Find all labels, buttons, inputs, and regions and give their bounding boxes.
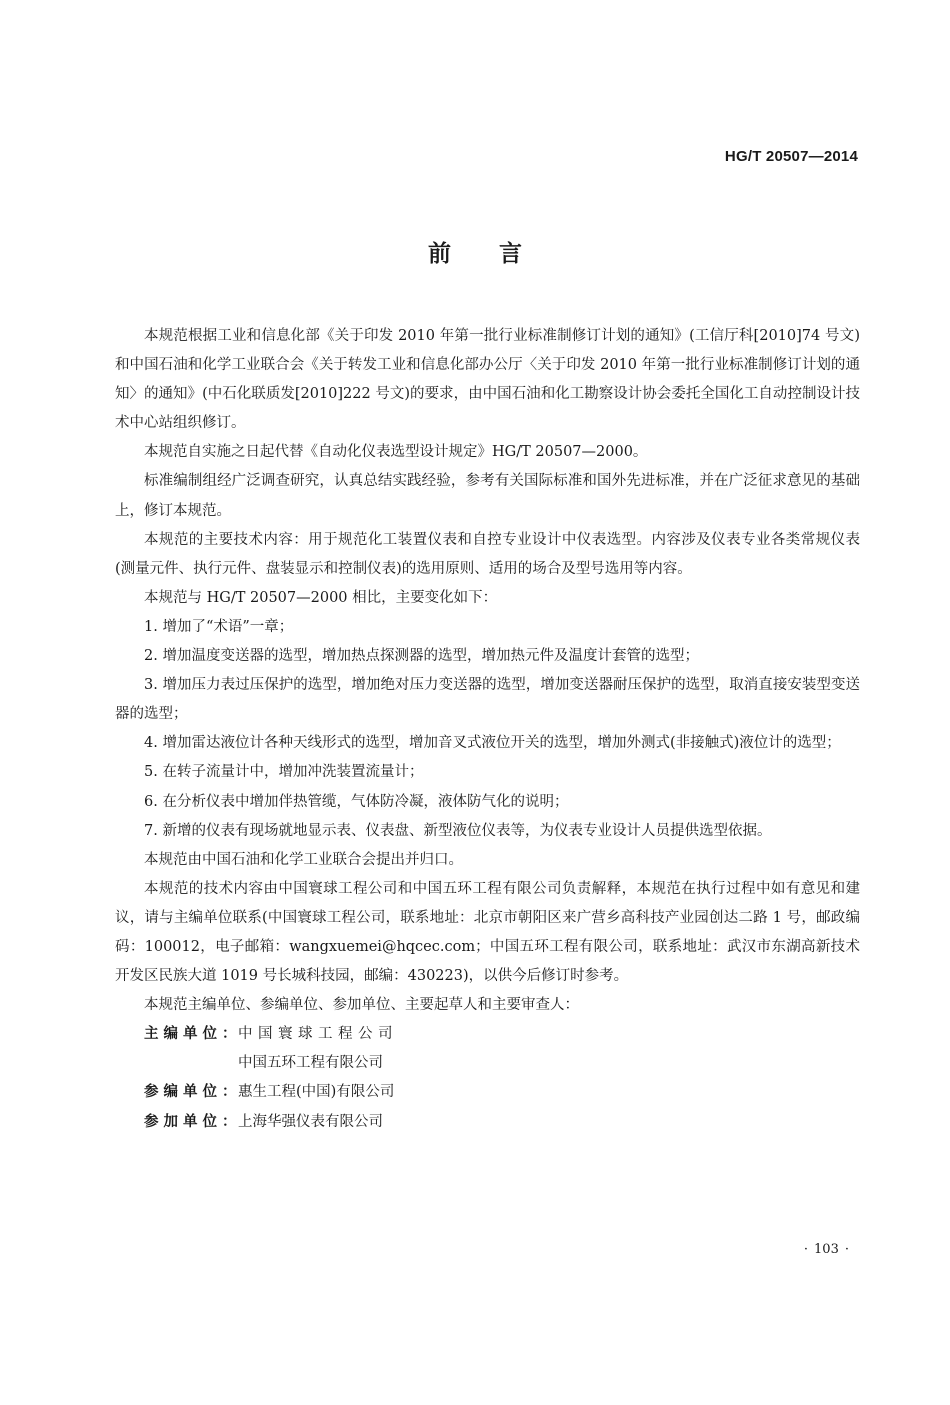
change-item: 7. 新增的仪表有现场就地显示表、仪表盘、新型液位仪表等，为仪表专业设计人员提供选型依据。 — [144, 822, 772, 839]
joining-unit-row — [115, 1108, 860, 1137]
joining-unit: 上海华强仪表有限公司 — [238, 1113, 383, 1130]
chief-editor-row — [115, 1020, 860, 1049]
paragraph: 本规范由中国石油和化学工业联合会提出并归口。 — [144, 851, 463, 868]
page-number-value: 103 — [814, 1242, 839, 1257]
paragraph: 本规范与 HG/T 20507—2000 相比，主要变化如下： — [144, 589, 498, 606]
chief-editor-unit: 中国寰球工程公司 — [238, 1026, 398, 1043]
change-item: 1. 增加了“术语”一章； — [144, 618, 294, 635]
foreword-body — [115, 322, 860, 1137]
participating-editor-label: 参编单位： — [144, 1084, 242, 1101]
standard-code: HG/T 20507—2014 — [724, 148, 858, 165]
participating-editor-unit: 惠生工程(中国)有限公司 — [238, 1084, 395, 1101]
change-item: 4. 增加雷达液位计各种天线形式的选型，增加音叉式液位开关的选型，增加外测式(非接触式)液位计的选型； — [144, 735, 841, 752]
paragraph: 本规范自实施之日起代替《自动化仪表选型设计规定》HG/T 20507—2000。 — [144, 444, 648, 461]
paragraph: 本规范根据工业和信息化部《关于印发 2010 年第一批行业标准制修订计划的通知》(工信厅科[2010]74 号文)和中国石油和化学工业联合会《关于转发工业和信息化部办公厅〈关于印发 2010 年第一批行业标准制修订计划的通知〉的通知》(中石化联质发[2010]222 号文)的要求，由中国石油和化工勘察设计协会委托全国化工自动控制设计技术中心站组织修订。 — [115, 328, 860, 432]
bullet-dot: · — [803, 1242, 809, 1257]
page-number — [798, 1242, 855, 1257]
change-item: 3. 增加压力表过压保护的选型，增加绝对压力变送器的选型，增加变送器耐压保护的选型，取消直接安装型变送器的选型； — [115, 677, 860, 723]
change-item: 6. 在分析仪表中增加伴热管缆，气体防冷凝，液体防气化的说明； — [144, 793, 569, 810]
joining-unit-label: 参加单位： — [144, 1113, 242, 1130]
change-item: 2. 增加温度变送器的选型，增加热点探测器的选型，增加热元件及温度计套管的选型； — [144, 648, 699, 665]
bullet-dot: · — [844, 1242, 849, 1257]
page-title: 前言 — [428, 241, 570, 267]
role-label-spacer — [144, 1049, 238, 1078]
paragraph: 本规范的主要技术内容：用于规范化工装置仪表和自控专业设计中仪表选型。内容涉及仪表专业各类常规仪表(测量元件、执行元件、盘装显示和控制仪表)的选用原则、适用的场合及型号选用等内容。 — [115, 531, 860, 577]
paragraph: 本规范的技术内容由中国寰球工程公司和中国五环工程有限公司负责解释，本规范在执行过程中如有意见和建议，请与主编单位联系(中国寰球工程公司，联系地址：北京市朝阳区来广营乡高科技产业园创达二路 1 号，邮政编码：100012，电子邮箱：wangxuemei@hqcec.com；中国五环工程有限公司，联系地址：武汉市东湖高新技术开发区民族大道 1019 号长城科技园，邮编：430223)，以供今后修订时参考。 — [115, 880, 860, 985]
change-item: 5. 在转子流量计中，增加冲洗装置流量计； — [144, 764, 424, 781]
participating-editor-row — [115, 1078, 860, 1107]
chief-editor-unit: 中国五环工程有限公司 — [238, 1055, 383, 1072]
paragraph: 本规范主编单位、参编单位、参加单位、主要起草人和主要审查人： — [144, 997, 579, 1014]
chief-editor-label: 主编单位： — [144, 1026, 242, 1043]
chief-editor-row-2 — [115, 1049, 860, 1078]
paragraph: 标准编制组经广泛调查研究，认真总结实践经验，参考有关国际标准和国外先进标准，并在广泛征求意见的基础上，修订本规范。 — [115, 473, 860, 519]
